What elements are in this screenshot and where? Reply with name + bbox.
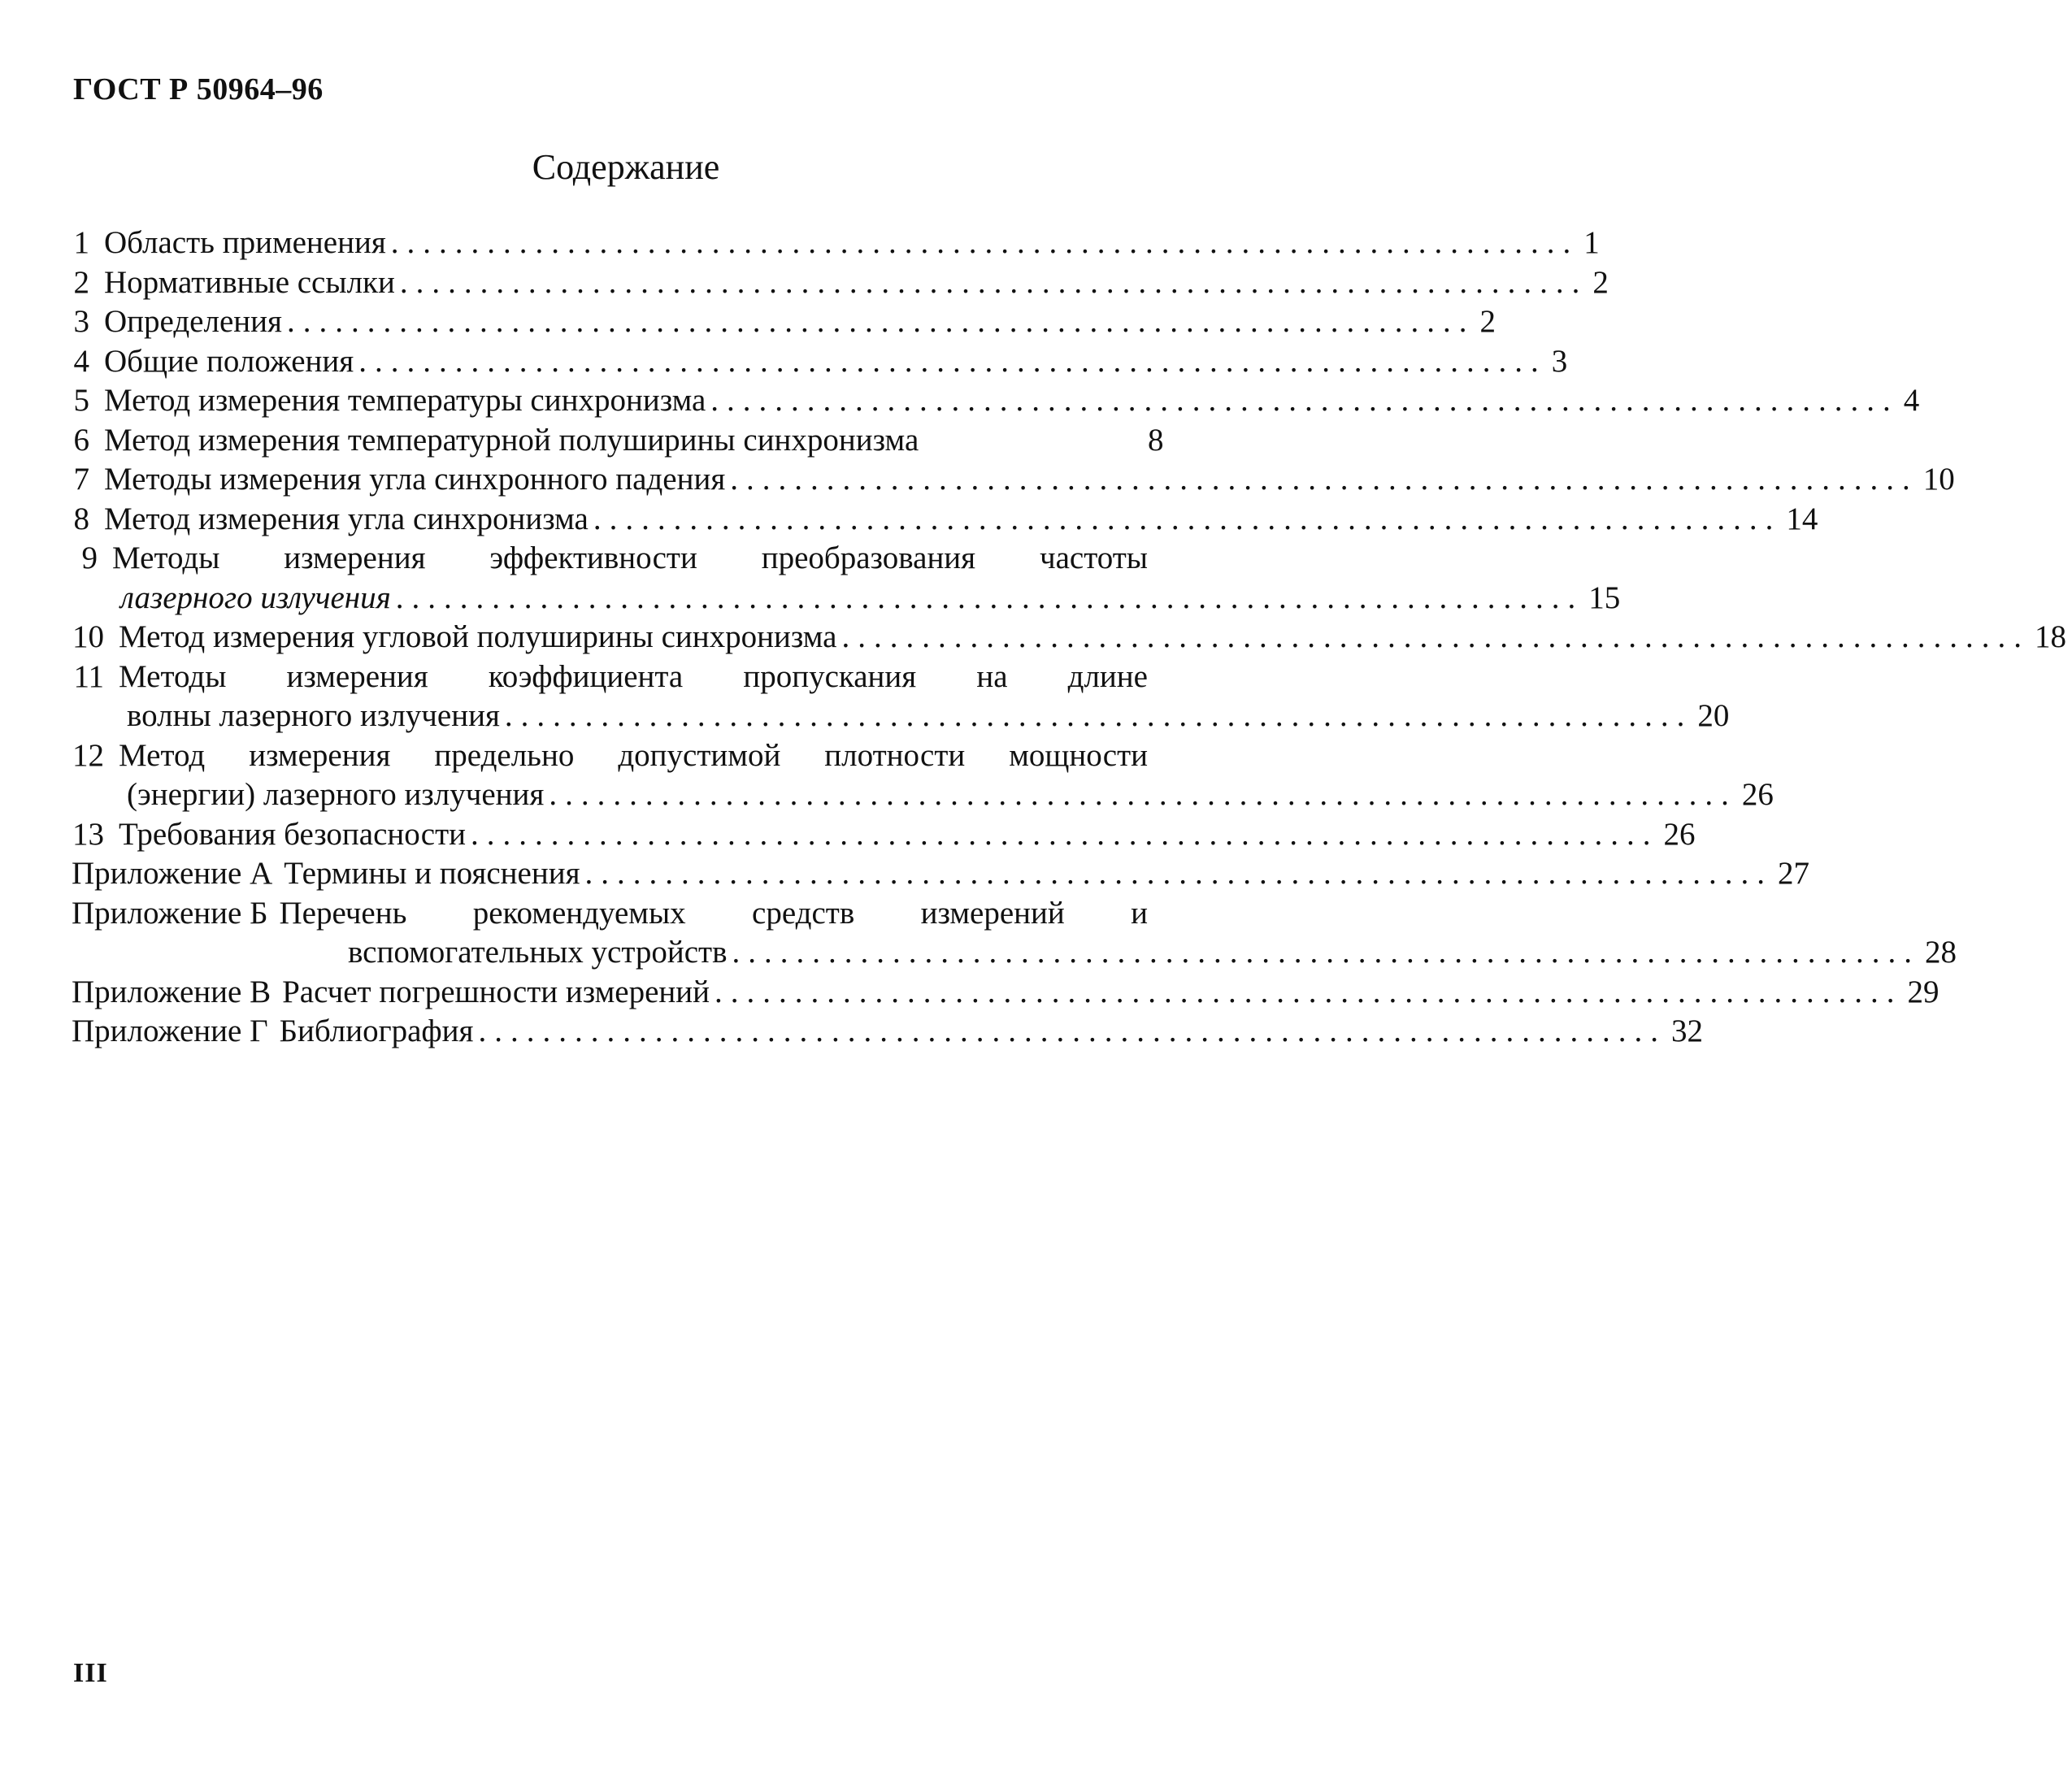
toc-entry-title: Методы измерения коэффициента пропускания на длине [119, 658, 1148, 694]
toc-entry-number: 10 [72, 619, 104, 654]
appendix-page: 28 [1925, 935, 1957, 970]
dot-leader: .......................................................................... [732, 935, 1920, 970]
dot-leader: .......................................................................... [584, 856, 1774, 891]
toc-entry-number: 13 [72, 816, 104, 852]
toc-entry-title: Определения [104, 304, 282, 339]
toc-entry-title: Методы измерения эффективности преобразования частоты [112, 540, 1148, 575]
toc-entry-title: Общие положения [104, 343, 354, 379]
toc-entry-number: 12 [72, 737, 104, 773]
toc-entry-page: 8 [1148, 422, 1164, 458]
dot-leader: .......................................................................... [390, 225, 1579, 260]
appendix-label: Приложение А [72, 856, 273, 891]
appendix-title: Библиография [279, 1014, 474, 1048]
toc-entry[interactable] [72, 815, 1696, 855]
toc-appendix-entry[interactable] [72, 894, 1957, 973]
toc-entry-title-continued: лазерного излучения [120, 579, 391, 615]
dot-leader: .......................................................................... [470, 816, 1659, 852]
toc-appendix-entry[interactable] [72, 973, 1940, 1013]
dot-leader: .......................................................................... [358, 343, 1547, 379]
table-of-contents [72, 224, 2066, 1052]
toc-entry-page: 4 [1903, 383, 1920, 418]
toc-entry[interactable] [72, 539, 1621, 618]
toc-entry-page: 20 [1697, 698, 1730, 733]
toc-entry-title: Метод измерения температурной полуширины синхронизма [104, 422, 919, 458]
dot-leader: .......................................................................... [593, 501, 1782, 536]
toc-entry-title-continued: волны лазерного излучения [127, 698, 500, 733]
toc-entry-title: Метод измерения угла синхронизма [104, 501, 589, 536]
appendix-page: 29 [1907, 974, 1940, 1009]
appendix-page: 27 [1778, 856, 1810, 891]
appendix-label: Приложение В [72, 974, 271, 1009]
dot-leader: .......................................................................... [710, 383, 1899, 418]
toc-entry[interactable] [72, 421, 1185, 461]
appendix-page: 32 [1670, 1014, 1703, 1048]
toc-entry[interactable] [72, 263, 1609, 303]
appendix-label: Приложение Г [72, 1014, 268, 1048]
toc-entry-title-continued: (энергии) лазерного излучения [127, 777, 545, 812]
appendix-title: Расчет погрешности измерений [282, 974, 710, 1009]
toc-entry[interactable] [72, 500, 1818, 540]
toc-entry-page: 2 [1592, 264, 1609, 300]
toc-entry[interactable] [72, 302, 1496, 342]
toc-entry[interactable] [72, 736, 1774, 815]
toc-entry-page: 14 [1786, 501, 1818, 536]
dot-leader: .......................................................................... [478, 1014, 1666, 1048]
toc-title: Содержание [532, 147, 720, 187]
toc-entry-page: 1 [1583, 225, 1600, 260]
appendix-label: Приложение Б [72, 895, 268, 931]
toc-entry-number: 5 [73, 383, 89, 418]
dot-leader: .......................................................................... [841, 619, 2030, 654]
toc-entry-number: 2 [73, 264, 89, 300]
toc-entry-number: 1 [73, 225, 89, 260]
toc-entry-page: 18 [2034, 619, 2066, 654]
toc-entry-title: Требования безопасности [119, 816, 466, 852]
document-code: ГОСТ Р 50964–96 [73, 72, 324, 106]
appendix-title-continued: вспомогательных устройств [348, 935, 728, 970]
dot-leader: .......................................................................... [715, 974, 1903, 1009]
toc-entry[interactable] [72, 618, 2066, 658]
toc-entry-title: Область применения [104, 225, 386, 260]
toc-entry[interactable] [72, 460, 1955, 500]
toc-entry-page: 26 [1663, 816, 1696, 852]
toc-entry-number: 6 [73, 422, 89, 458]
toc-entry-title: Метод измерения предельно допустимой плотности мощности [119, 737, 1148, 773]
page-number: III [73, 1658, 108, 1688]
toc-entry-page: 15 [1588, 579, 1621, 615]
toc-entry-page: 26 [1741, 777, 1774, 812]
dot-leader: .......................................................................... [399, 264, 1588, 300]
dot-leader: .......................................................................... [730, 462, 1918, 497]
appendix-title: Перечень рекомендуемых средств измерений и [279, 895, 1148, 931]
toc-entry-page: 2 [1479, 304, 1496, 339]
toc-entry-number: 9 [81, 540, 98, 575]
toc-entry-title: Методы измерения угла синхронного падения [104, 462, 726, 497]
dot-leader: .......................................................................... [286, 304, 1475, 339]
toc-entry-title: Метод измерения угловой полуширины синхронизма [119, 619, 837, 654]
toc-entry[interactable] [72, 224, 1600, 263]
toc-entry-number: 8 [73, 501, 89, 536]
toc-appendix-entry[interactable] [72, 1012, 1703, 1052]
toc-entry-title: Метод измерения температуры синхронизма [104, 383, 706, 418]
toc-entry[interactable] [72, 658, 1730, 736]
toc-entry-page: 3 [1551, 343, 1568, 379]
toc-entry-number: 7 [73, 462, 89, 497]
toc-entry-number: 3 [73, 304, 89, 339]
toc-entry-number: 11 [73, 658, 104, 694]
toc-entry-number: 4 [73, 343, 89, 379]
toc-appendix-entry[interactable] [72, 854, 1810, 894]
appendix-title: Термины и пояснения [284, 856, 580, 891]
dot-leader: .......................................................................... [504, 698, 1693, 733]
toc-entry-title: Нормативные ссылки [104, 264, 395, 300]
toc-entry-page: 10 [1922, 462, 1955, 497]
dot-leader: .......................................................................... [549, 777, 1737, 812]
toc-entry[interactable] [72, 342, 1568, 382]
toc-entry[interactable] [72, 381, 1920, 421]
dot-leader: .......................................................................... [395, 579, 1584, 615]
